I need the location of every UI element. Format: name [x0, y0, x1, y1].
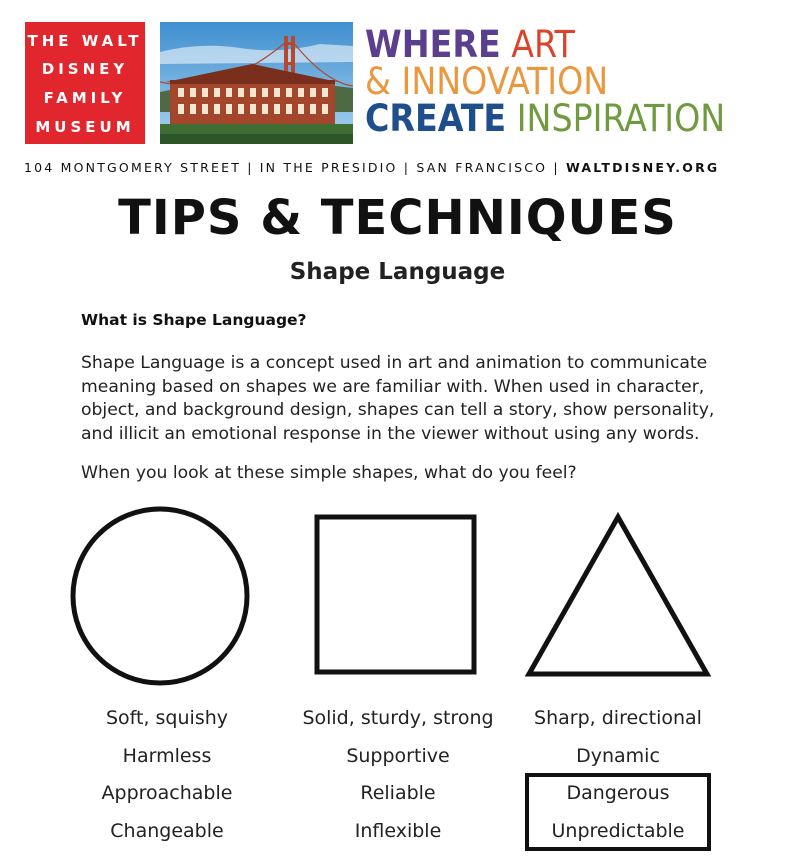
shapes-figure — [0, 500, 795, 700]
triangle-word-2: Dynamic — [576, 744, 660, 767]
tagline-innovation: & INNOVATION — [365, 60, 609, 103]
circle-word-4: Changeable — [110, 819, 224, 842]
triangle-shape — [529, 517, 707, 674]
triangle-word-4: Unpredictable — [551, 819, 685, 842]
tagline-art: ART — [511, 23, 575, 66]
tagline-where: WHERE — [365, 23, 501, 66]
circle-word-3: Approachable — [101, 782, 233, 804]
address-bar — [24, 160, 774, 175]
square-word-4: Inflexible — [354, 819, 442, 842]
circle-words — [52, 706, 282, 856]
presidio-photo — [160, 22, 353, 144]
square-shape — [317, 517, 474, 672]
page-title: TIPS & TECHNIQUES — [118, 190, 677, 246]
circle-word-1: Soft, squishy — [105, 707, 229, 729]
intro-paragraph: Shape Language is a concept used in art and animation to communicate meaning based on shapes we are familiar with. When used in character, object, and background design, shapes can tell a story, show personality, and illicit an emotional response in the viewer without using any words. — [81, 353, 715, 444]
logo-line-2: DISNEY — [41, 60, 129, 78]
museum-logo[interactable] — [25, 22, 145, 144]
circle-shape — [73, 509, 247, 683]
highlight-box — [525, 773, 711, 851]
square-word-3: Reliable — [360, 782, 436, 804]
tagline-inspiration: INSPIRATION — [516, 97, 726, 140]
section-question: What is Shape Language? — [81, 311, 307, 329]
tagline-create: CREATE — [365, 97, 507, 140]
website-link[interactable]: WALTDISNEY.ORG — [565, 160, 720, 175]
logo-line-3: FAMILY — [43, 89, 127, 107]
prompt-text: When you look at these simple shapes, what do you feel? — [81, 463, 577, 483]
address-text: 104 MONTGOMERY STREET | IN THE PRESIDIO | SAN FRANCISCO | — [24, 160, 566, 175]
square-words — [283, 706, 513, 856]
circle-word-2: Harmless — [122, 744, 212, 767]
logo-line-4: MUSEUM — [35, 118, 135, 136]
logo-line-1: THE WALT — [27, 32, 143, 50]
triangle-word-3: Dangerous — [566, 782, 670, 804]
square-word-2: Supportive — [346, 744, 450, 767]
triangle-word-1: Sharp, directional — [534, 707, 702, 729]
page-subtitle: Shape Language — [289, 259, 506, 285]
square-word-1: Solid, sturdy, strong — [302, 707, 494, 729]
